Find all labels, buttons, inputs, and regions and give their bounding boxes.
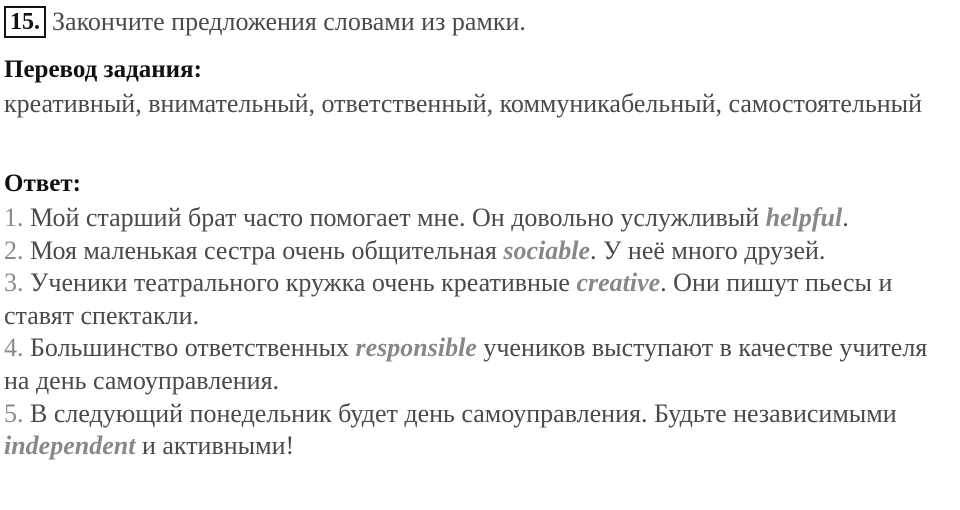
answer-text-after: . У неё много друзей. — [590, 235, 826, 265]
answer-number: 4. — [4, 333, 24, 363]
answer-item-3 — [4, 267, 954, 332]
answer-word: creative — [576, 268, 661, 298]
task-number-badge: 15. — [4, 6, 46, 38]
answer-list — [4, 202, 954, 463]
answer-text-after: . Они пишут пьесы и ставят спектакли. — [4, 268, 893, 330]
answer-number: 3. — [4, 268, 24, 298]
answer-text-after: и активными! — [135, 431, 295, 461]
answer-number: 1. — [4, 203, 24, 232]
translation-heading: Перевод задания: — [4, 56, 202, 83]
answer-item-4 — [4, 332, 954, 397]
answer-text-before: В следующий понедельник будет день самоуправления. Будьте независимыми — [23, 398, 897, 428]
answer-text-before: Моя маленькая сестра очень общительная — [23, 235, 504, 265]
task-header — [4, 5, 526, 39]
answer-word: sociable — [503, 235, 590, 265]
answer-word: responsible — [355, 333, 477, 363]
answer-item-1 — [4, 202, 954, 235]
answer-word: independent — [4, 431, 136, 461]
task-instruction: Закончите предложения словами из рамки. — [52, 7, 526, 36]
translation-text: креативный, внимательный, ответственный, коммуникабельный, самостоятельный — [4, 89, 923, 118]
answer-text-after: учеников выступают в качестве учителя на день самоуправления. — [4, 333, 928, 395]
answer-text-before: Большинство ответственных — [23, 333, 356, 363]
answer-number: 5. — [4, 398, 24, 428]
answer-item-5 — [4, 398, 954, 463]
answer-heading: Ответ: — [4, 170, 81, 197]
answer-word: helpful — [765, 203, 843, 232]
answer-item-2 — [4, 235, 954, 268]
answer-number: 2. — [4, 235, 24, 265]
answer-text-after: . — [842, 203, 849, 232]
answer-text-before: Мой старший брат часто помогает мне. Он довольно услужливый — [23, 203, 766, 232]
answer-text-before: Ученики театрального кружка очень креативные — [23, 268, 577, 298]
